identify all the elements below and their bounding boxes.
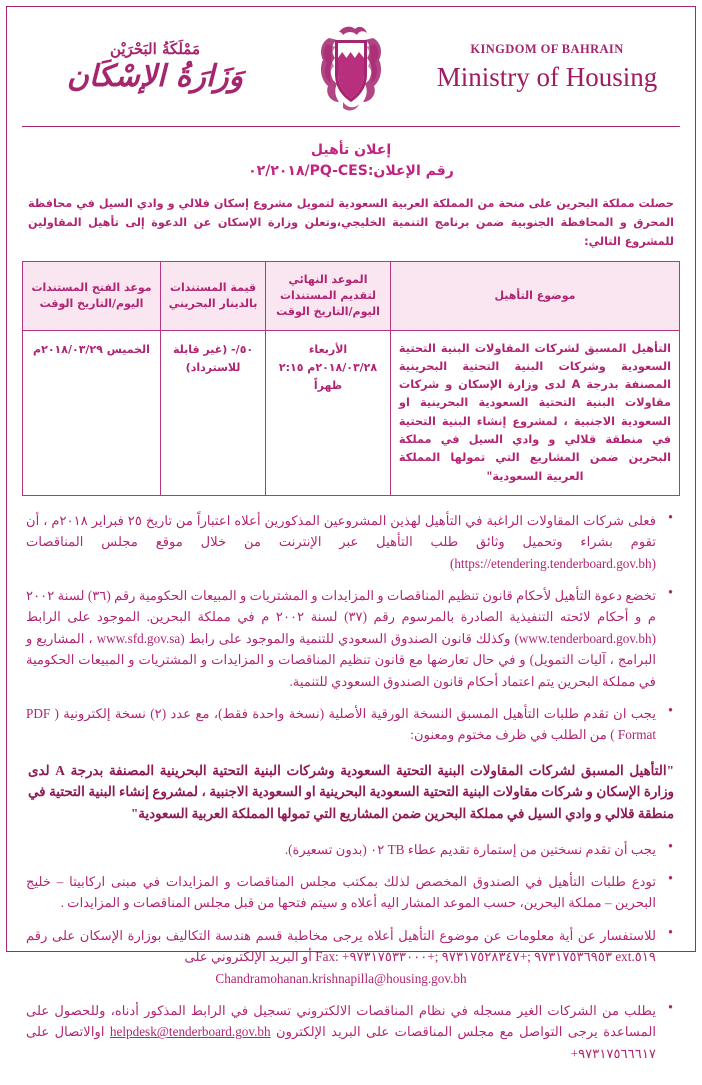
note-text: يجب ان تقدم طلبات التأهيل المسبق النسخة الورقية الأصلية (نسخة واحدة فقط)، مع عدد (٢) نسخة إلكترونية ( PDF Format ) من الطلب في ظرف مختوم ومعنون: — [26, 705, 656, 743]
note-text: فعلى شركات المقاولات الراغبة في التأهيل لهذين المشروعين المذكورين أعلاه اعتباراً من تاريخ ٢٥ فبراير ٢٠١٨م ، أن تقوم بشراء وتحميل وثائق طلب التأهيل عبر الإنترنت من خلال موقع مجلس المناقصات — [26, 512, 657, 550]
list-item — [26, 839, 676, 860]
table-cell-deadline: الأربعاء ٢٠١٨/٠٣/٢٨م ٢:١٥ ظهراً — [266, 330, 391, 495]
ministry-of-housing-text: Ministry of Housing — [436, 61, 658, 92]
table-cell-opening: الخميس ٢٠١٨/٠٣/٢٩م — [23, 330, 161, 495]
bahrain-coat-of-arms-icon — [314, 21, 388, 115]
title-line-1: إعلان تأهيل — [310, 142, 392, 158]
table-cell-subject: التأهيل المسبق لشركات المقاولات البنية التحتية السعودية وشركات البنية التحتية البحرينية المصنفة بدرجة A لدى وزارة الإسكان و شركات مقاولات البنية التحتية السعودية البحرينية او السعودية الاجنبية ، لمشروع إنشاء البنية التحتية في منطقة قلالي و وادي السيل في مملكة البحرين ضمن المشاريع التي تمولها المملكة العربية السعودية" — [390, 330, 679, 495]
helpdesk-email[interactable]: helpdesk@tenderboard.gov.bh — [109, 1024, 271, 1040]
english-logo — [422, 42, 672, 95]
list-item — [26, 510, 676, 574]
email-suffix-label: أو البريد الإلكتروني على — [184, 949, 312, 965]
note-text: تخضع دعوة التأهيل لأحكام قانون تنظيم المناقصات و المزايدات و المشتريات و المبيعات الحكومية رقم (٣٦) لسنة ٢٠٠٢ م و أحكام لائحته التنفيذية الصادرة بالمرسوم رقم (٣٧) لسنة ٢٠٠٢ م في مملكة البحرين. الموجود على الرابط (www.tenderboard.gov.bh) وكذلك قانون الصندوق السعودي للتنمية والموجود على رابط (www.sfd.gov.sa ، المشاريع و البرامج ، آليات التمويل) و في حال تعارضها مع قانون تنظيم المناقصات و المزايدات و المشتريات و المبيعات الحكومية في مملكة البحرين يتم اعتماد أحكام قانون الصندوق السعودي للتنمية. — [26, 588, 656, 689]
notes-list-bottom — [26, 839, 676, 1064]
helpdesk-text-part2: اوالاتصال على — [26, 1024, 105, 1040]
arabic-kingdom-text: مَمْلَكَةُ البَحْرَيْن — [109, 39, 201, 58]
list-item-helpdesk — [26, 1000, 676, 1064]
contact-email[interactable]: Chandramohanan.krishnapilla@housing.gov.bh — [215, 970, 467, 986]
note-text: تودع طلبات التأهيل في الصندوق المخصص لذلك بمكتب مجلس المناقصات و المزايدات في مبنى اركابيتا – خليج البحرين – مملكة البحرين، حسب الموعد المشار اليه أعلاه و سيتم فتحها من قبل مجلس المناقصات و المزايدات . — [26, 874, 656, 911]
list-item-contact — [26, 925, 676, 989]
table-header-price: قيمة المستندات بالدينار البحريني — [160, 261, 265, 330]
table-header-row — [23, 261, 680, 330]
envelope-title-quote: "التأهيل المسبق لشركات المقاولات البنية التحتية السعودية وشركات البنية التحتية البحرينية المصنفة بدرجة A لدى وزارة الإسكان و شركات مقاولات البنية التحتية السعودية البحرينية او السعودية الاجنبية ، لمشروع إنشاء البنية التحتية في منطقة قلالي و وادي السيل في مملكة البحرين ضمن المشاريع التي تمولها المملكة العربية السعودية" — [28, 762, 675, 822]
table-header-opening: موعد الفتح المستندات اليوم/التاريخ الوقت — [23, 261, 161, 330]
helpdesk-text-part1: يطلب من الشركات الغير مسجله في نظام المناقصات الالكتروني تسجيل في الرابط المذكور أدناه، وللحصول على المساعدة يرجى التواصل مع مجلس المناقصات على البريد الإلكترون — [26, 1002, 657, 1040]
list-item — [26, 871, 676, 914]
phone-prefix-label: رقم — [26, 927, 48, 943]
intro-paragraph: حصلت مملكة البحرين على منحة من المملكة العربية السعودية لتمويل مشروع إسكان فلالي و وادي السيل في محافظة المحرق و المحافظة الجنوبية ضمن برنامج التنمية الخليجي،وتعلن وزارة الإسكان عن الدعوة إلى تأهيل المقاولين للمشروع التالي: — [28, 196, 674, 248]
list-item — [26, 585, 676, 692]
table-header-deadline: الموعد النهائي لتقديم المستندات اليوم/التاريخ الوقت — [266, 261, 391, 330]
title-line-2: رقم الإعلان:PQ-CES/٠٢/٢٠١٨ — [248, 162, 454, 179]
arabic-ministry-text: وَزَارَةُ الإسْكَان — [66, 59, 244, 95]
contact-phone-numbers[interactable]: +٩٧٣١٧٥٣٦٩٥٣ ;+٩٧٣١٧٥٢٨٣٤٧ ;+٩٧٣١٧٥٣٣٠٠٠ ext.٥١٩ — [342, 949, 656, 965]
notes-list-top — [26, 510, 676, 746]
contact-intro-text: للاستفسار عن أية معلومات عن موضوع التأهيل أعلاه يرجى مخاطبة قسم هندسة التكاليف بوزارة الإسكان على — [52, 927, 656, 943]
document-header — [22, 14, 680, 127]
note-text: يجب أن تقدم نسختين من إستمارة تقديم عطاء TB ٠٢ (بدون تسعيرة). — [284, 841, 656, 857]
helpdesk-phone[interactable]: +٩٧٣١٧٥٦٦٦١٧ — [570, 1045, 656, 1061]
table-row — [23, 330, 680, 495]
table-header-subject: موضوع التأهيل — [390, 261, 679, 330]
kingdom-of-bahrain-text: KINGDOM OF BAHRAIN — [470, 41, 624, 56]
fax-label: Fax: — [315, 949, 339, 965]
prequalification-table — [22, 261, 680, 496]
table-cell-price: ٥٠/- (غير قابلة للاسترداد) — [160, 330, 265, 495]
list-item — [26, 703, 676, 746]
etendering-url[interactable]: (https://etendering.tenderboard.gov.bh) — [449, 555, 656, 571]
announcement-title — [22, 141, 680, 182]
arabic-logo — [30, 41, 280, 96]
